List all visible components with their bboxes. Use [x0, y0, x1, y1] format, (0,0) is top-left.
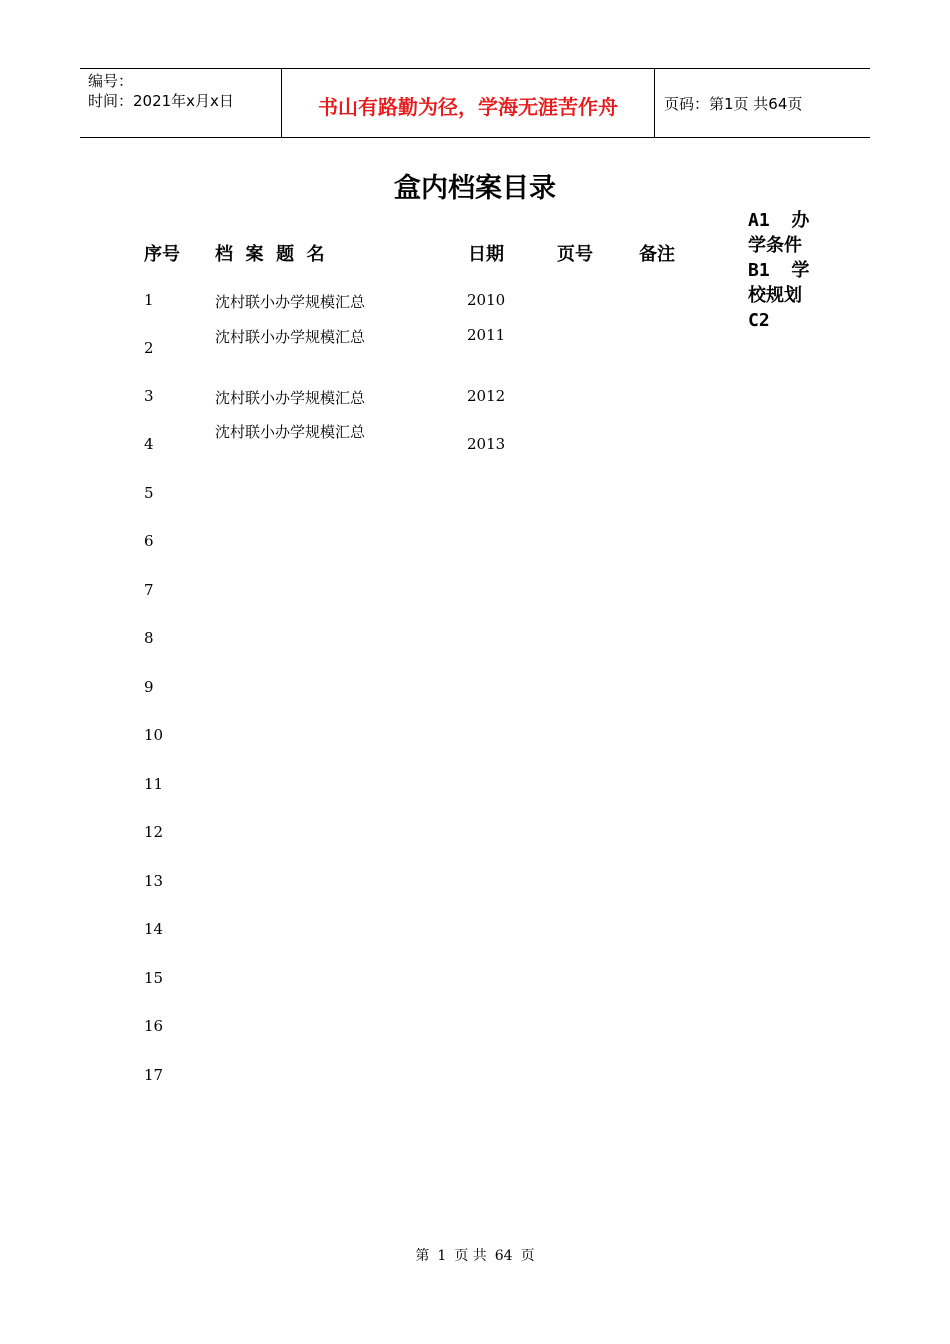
row-seq: 7 [144, 581, 154, 599]
row-seq: 1 [144, 291, 154, 309]
row-name: 沈村联小办学规模汇总 [215, 328, 366, 346]
row-seq: 15 [144, 969, 164, 987]
side-note-line: B1 学 [748, 260, 810, 281]
footer-prefix: 第 [415, 1248, 430, 1264]
row-seq: 12 [144, 823, 164, 841]
row-seq: 13 [144, 872, 164, 890]
row-seq: 5 [144, 484, 154, 502]
row-seq: 8 [144, 629, 154, 647]
column-header-seq: 序号 [144, 244, 180, 265]
number-label: 编号： [88, 72, 134, 90]
row-seq: 10 [144, 726, 164, 744]
side-note-line: A1 办 [748, 210, 810, 231]
header-page-label: 页码：第1页 共64页 [664, 95, 803, 113]
row-seq: 6 [144, 532, 154, 550]
row-seq: 2 [144, 339, 154, 357]
header-divider [654, 69, 655, 137]
side-note-line: 学条件 [748, 235, 802, 256]
row-date: 2012 [467, 387, 506, 405]
row-seq: 14 [144, 920, 164, 938]
column-header-name: 档 案 题 名 [215, 244, 325, 265]
side-note-line: 校规划 [748, 285, 802, 306]
row-date: 2010 [467, 291, 506, 309]
column-header-note: 备注 [639, 244, 675, 265]
footer-page-num: 1 [437, 1248, 447, 1264]
row-seq: 9 [144, 678, 154, 696]
row-date: 2013 [467, 435, 506, 453]
row-seq: 17 [144, 1066, 164, 1084]
page-footer [0, 1245, 950, 1265]
column-header-page: 页号 [557, 244, 593, 265]
time-label: 时间：2021年x月x日 [88, 92, 234, 110]
row-name: 沈村联小办学规模汇总 [215, 423, 366, 441]
row-seq: 3 [144, 387, 154, 405]
footer-mid: 页 共 [454, 1248, 487, 1264]
row-seq: 11 [144, 775, 164, 793]
header-motto: 书山有路勤为径，学海无涯苦作舟 [318, 95, 618, 119]
column-header-date: 日期 [468, 244, 504, 265]
header-meta [88, 71, 234, 111]
document-title: 盒内档案目录 [394, 173, 556, 204]
row-name: 沈村联小办学规模汇总 [215, 293, 366, 311]
footer-suffix: 页 [520, 1248, 535, 1264]
footer-page-total: 64 [494, 1248, 513, 1264]
page-header [80, 68, 870, 138]
row-seq: 16 [144, 1017, 164, 1035]
row-seq: 4 [144, 435, 154, 453]
side-note-line: C2 [748, 310, 770, 331]
row-name: 沈村联小办学规模汇总 [215, 389, 366, 407]
side-note [748, 208, 810, 333]
row-date: 2011 [467, 326, 506, 344]
